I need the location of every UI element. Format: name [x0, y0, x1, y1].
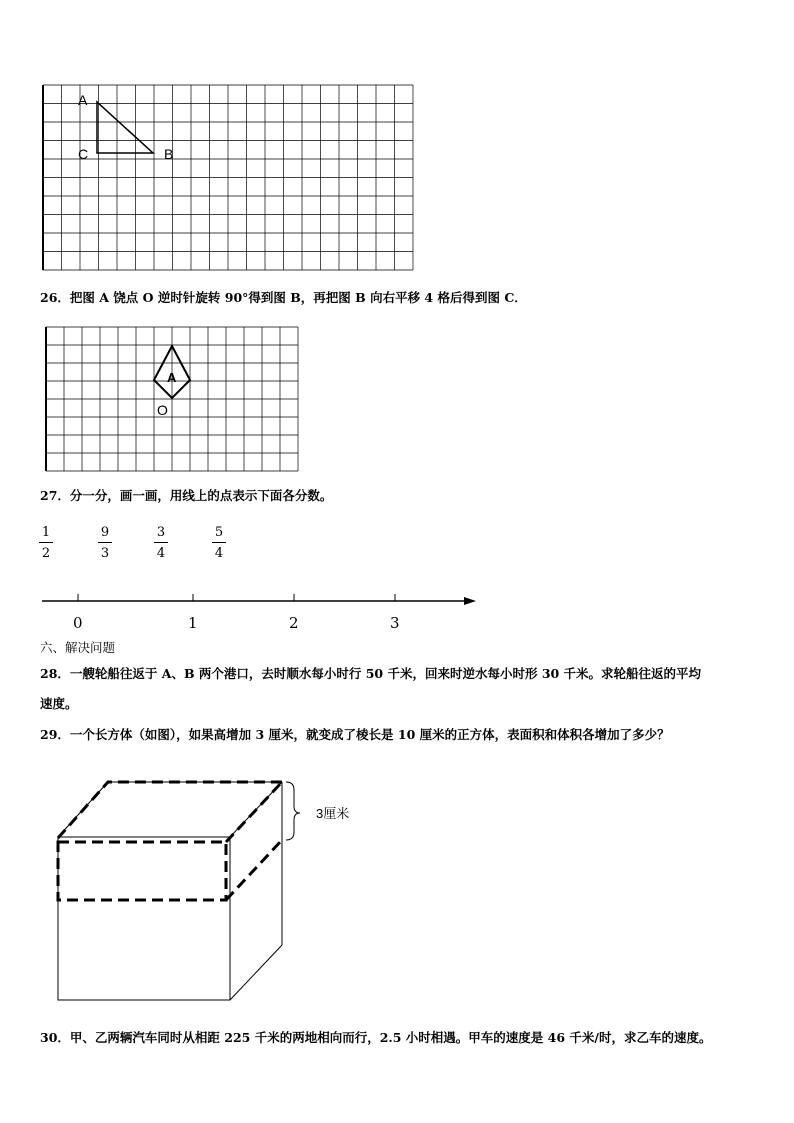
- fraction-2-denominator: 3: [100, 546, 110, 561]
- label-c: C: [78, 146, 89, 162]
- fraction-3: [153, 526, 169, 560]
- cuboid-bottom-right-edge: [230, 945, 282, 1000]
- fraction-2: [97, 526, 113, 560]
- point-o-label: O: [157, 402, 168, 418]
- fraction-4-bar: [212, 542, 226, 543]
- fraction-1-numerator: 1: [41, 525, 51, 540]
- fraction-3-numerator: 3: [156, 525, 166, 540]
- tick-label-0: 0: [73, 614, 83, 632]
- fraction-4-denominator: 4: [214, 546, 224, 561]
- label-a: A: [78, 92, 88, 108]
- question-27: 27．分一分，画一画，用线上的点表示下面各分数。: [40, 488, 333, 503]
- brace-label: 3厘米: [316, 806, 350, 821]
- question-28-line-1: 28．一艘轮船往返于 A、B 两个港口，去时顺水每小时行 50 千米，回来时逆水每小时形 30 千米。求轮船往返的平均: [40, 666, 702, 681]
- question-30: 30．甲、乙两辆汽车同时从相距 225 千米的两地相向而行，2.5 小时相遇。甲车的速度是 46 千米/时，求乙车的速度。: [40, 1030, 712, 1045]
- cuboid-figure: [0, 770, 794, 1010]
- cuboid-front-face: [58, 837, 230, 1000]
- fraction-1: [38, 526, 54, 560]
- brace: [286, 782, 300, 840]
- section-6-title: 六、解决问题: [40, 640, 116, 655]
- fraction-2-numerator: 9: [100, 525, 110, 540]
- question-28-line-2: 速度。: [40, 696, 78, 711]
- number-line-arrowhead: [464, 597, 476, 605]
- fraction-2-bar: [98, 542, 112, 543]
- grid-1-lines: [43, 85, 413, 270]
- tick-label-2: 2: [289, 614, 299, 632]
- fraction-1-bar: [39, 542, 53, 543]
- grid-1: [0, 0, 794, 290]
- fraction-1-denominator: 2: [41, 546, 51, 561]
- tick-label-3: 3: [390, 614, 400, 632]
- fraction-4-numerator: 5: [214, 525, 224, 540]
- question-29: 29．一个长方体（如图），如果高增加 3 厘米，就变成了棱长是 10 厘米的正方体，表面积和体积各增加了多少？: [40, 727, 670, 742]
- fraction-3-denominator: 4: [156, 546, 166, 561]
- grid-2: [0, 320, 794, 480]
- triangle-abc: [97, 102, 153, 153]
- question-26: 26．把图 A 饶点 O 逆时针旋转 90°得到图 B，再把图 B 向右平移 4 格后得到图 C．: [40, 290, 527, 305]
- fraction-3-bar: [154, 542, 168, 543]
- tick-label-1: 1: [188, 614, 198, 632]
- fraction-4: [211, 526, 227, 560]
- figure-a-label: A: [167, 370, 177, 385]
- number-line: [0, 590, 794, 612]
- label-b: B: [164, 146, 174, 162]
